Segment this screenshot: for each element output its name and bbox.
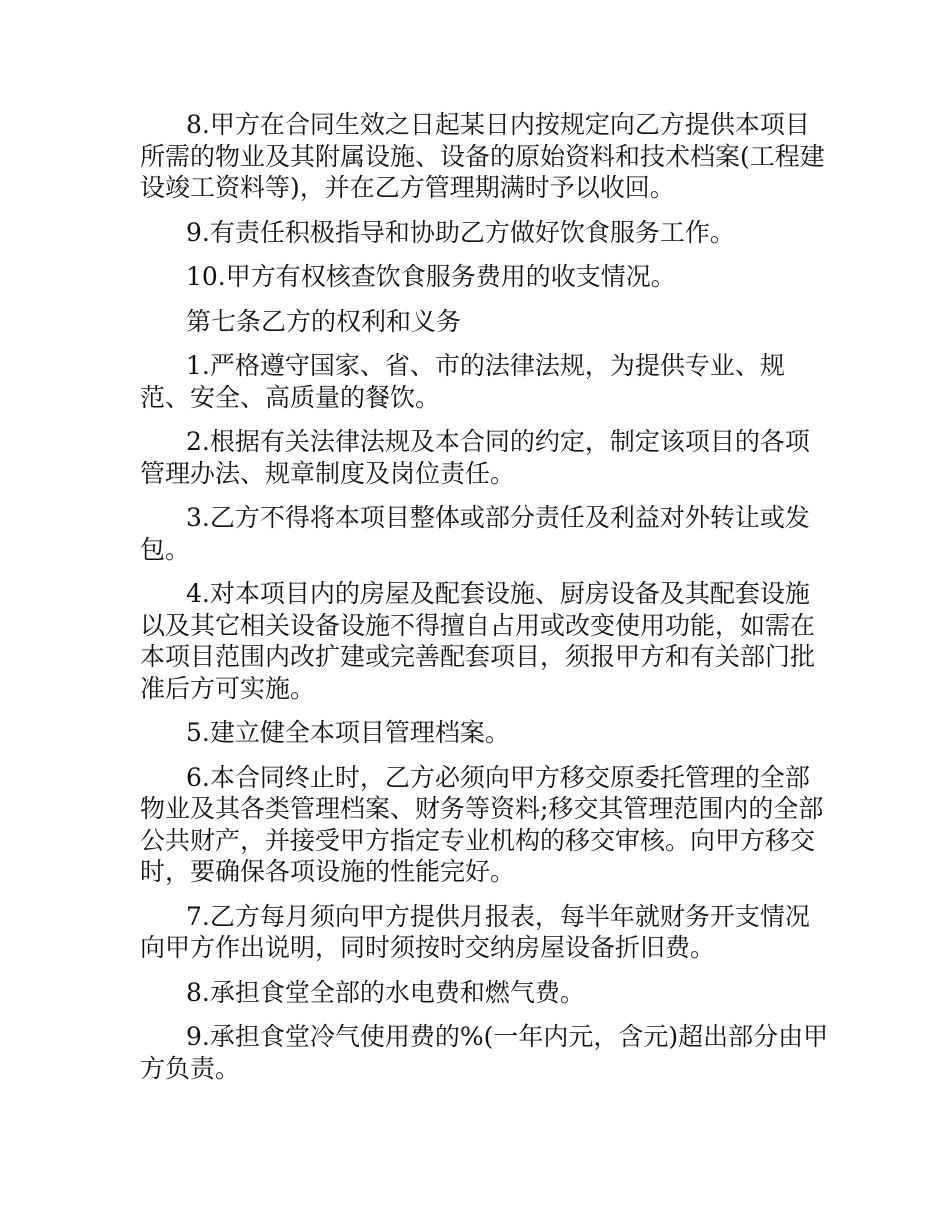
paragraph-party-b-clause-2: 2.根据有关法律法规及本合同的约定，制定该项目的各项管理办法、规章制度及岗位责任。: [140, 427, 810, 488]
section-heading-article-7: 第七条乙方的权利和义务: [186, 306, 462, 336]
paragraph-party-b-clause-6: 6.本合同终止时，乙方必须向甲方移交原委托管理的全部物业及其各类管理档案、财务等资料;移交其管理范围内的全部公共财产，并接受甲方指定专业机构的移交审核。向甲方移交时，要确保各项设施的性能完好。: [140, 762, 824, 886]
paragraph-party-b-clause-4: 4.对本项目内的房屋及配套设施、厨房设备及其配套设施以及其它相关设备设施不得擅自占用或改变使用功能，如需在本项目范围内改扩建或完善配套项目，须报甲方和有关部门批准后方可实施。: [140, 579, 816, 703]
paragraph-party-b-clause-3: 3.乙方不得将本项目整体或部分责任及利益对外转让或发包。: [140, 503, 810, 564]
paragraph-party-b-clause-9: 9.承担食堂冷气使用费的%(一年内元，含元)超出部分由甲方负责。: [140, 1022, 829, 1083]
paragraph-party-a-clause-9: 9.有责任积极指导和协助乙方做好饮食服务工作。: [186, 217, 735, 247]
paragraph-party-b-clause-5: 5.建立健全本项目管理档案。: [186, 718, 510, 747]
paragraph-party-b-clause-1: 1.严格遵守国家、省、市的法律法规，为提供专业、规范、安全、高质量的餐饮。: [140, 351, 785, 412]
document-page: [140, 109, 830, 1097]
paragraph-party-b-clause-7: 7.乙方每月须向甲方提供月报表，每半年就财务开支情况向甲方作出说明，同时须按时交纳房屋设备折旧费。: [140, 901, 810, 962]
paragraph-party-b-clause-8: 8.承担食堂全部的水电费和燃气费。: [186, 977, 585, 1007]
paragraph-party-a-clause-10: 10.甲方有权核查饮食服务费用的收支情况。: [186, 262, 676, 291]
paragraph-party-a-clause-8: 8.甲方在合同生效之日起某日内按规定向乙方提供本项目所需的物业及其附属设施、设备的原始资料和技术档案(工程建设竣工资料等)，并在乙方管理期满时予以收回。: [140, 110, 825, 202]
